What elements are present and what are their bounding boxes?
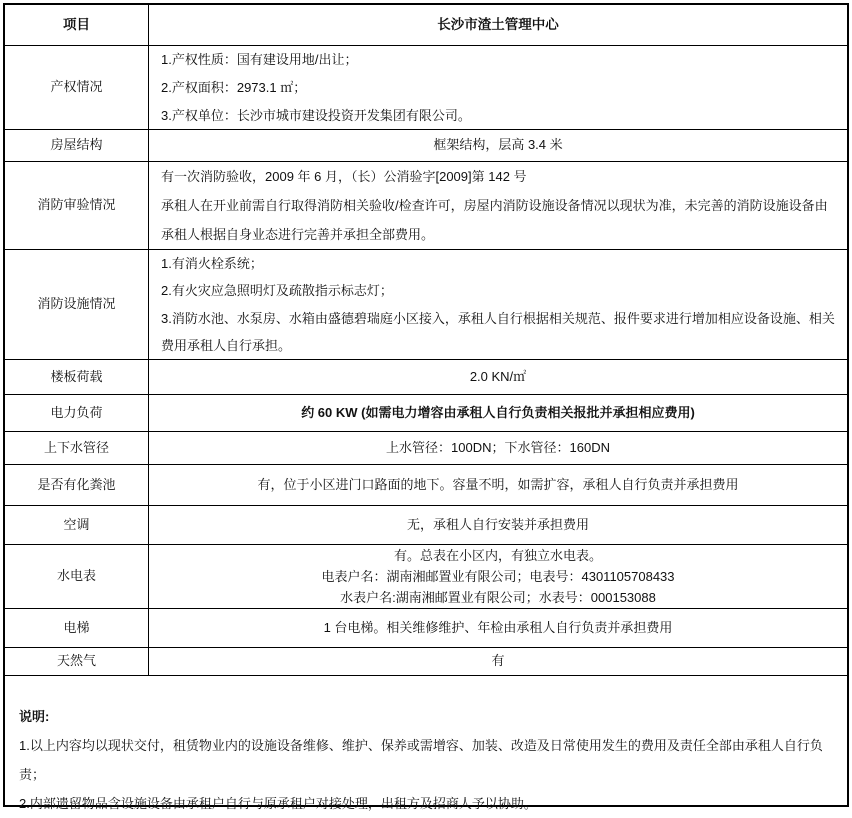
- row-value: [149, 130, 847, 161]
- row-label: [5, 395, 149, 431]
- table-row-septic-tank: [5, 465, 847, 506]
- table-row-floor-load: [5, 360, 847, 395]
- row-value: [149, 162, 847, 249]
- row-value: [149, 46, 847, 129]
- cell-line: 框架结构，层高 3.4 米: [433, 137, 563, 153]
- note-item: 1.以上内容均以现状交付，租赁物业内的设施设备维修、维护、保养或需增容、加装、改造及日常使用发生的费用及责任全部由承租人自行负责；: [19, 738, 823, 782]
- cell-line: 2.0 KN/㎡: [469, 368, 527, 384]
- table-row-power-load: [5, 395, 847, 432]
- row-label: [5, 250, 149, 359]
- cell-line: 1.有消火栓系统；: [161, 255, 263, 271]
- cell-line: 有，位于小区进门口路面的地下。容量不明，如需扩容，承租人自行负责并承担费用: [257, 476, 739, 492]
- row-label: [5, 432, 149, 464]
- header-value-cell: [149, 5, 847, 45]
- cell-line: 2.有火灾应急照明灯及疏散指示标志灯；: [161, 283, 393, 298]
- table-row-structure: [5, 130, 847, 162]
- property-title: 长沙市渣土管理中心: [437, 16, 559, 32]
- table-row-utility-meters: [5, 545, 847, 609]
- cell-line: 3.产权单位：长沙市城市建设投资开发集团有限公司。: [161, 107, 471, 123]
- row-value: [149, 432, 847, 464]
- row-label-text: 消防设施情况: [37, 296, 116, 312]
- row-label-text: 产权情况: [50, 79, 103, 95]
- row-label: [5, 46, 149, 129]
- row-label-text: 空调: [63, 516, 90, 532]
- cell-line: 无，承租人自行安装并承担费用: [406, 516, 589, 532]
- row-value: [149, 395, 847, 431]
- cell-line: 1.产权性质：国有建设用地/出让；: [161, 51, 358, 67]
- cell-line: 电表户名：湖南湘邮置业有限公司；电表号：4301105708433: [321, 568, 675, 584]
- cell-line: 水表户名:湖南湘邮置业有限公司；水表号：000153088: [340, 590, 656, 606]
- row-label-text: 水电表: [56, 568, 96, 584]
- cell-line: 上水管径：100DN；下水管径：160DN: [386, 439, 610, 455]
- row-value: [149, 360, 847, 394]
- cell-line: 3.消防水池、水泵房、水箱由盛德碧瑞庭小区接入，承租人自行根据相关规范、报件要求进行增加相应设备设施、相关费用承租人自行承担。: [161, 310, 835, 353]
- cell-line: 承租人在开业前需自行取得消防相关验收/检查许可，房屋内消防设施设备情况以现状为准，未完善的消防设施设备由承租人根据自身业态进行完善并承担全部费用。: [161, 198, 828, 242]
- row-label: [5, 465, 149, 505]
- row-label: [5, 609, 149, 647]
- table-row-natural-gas: [5, 648, 847, 676]
- row-value: [149, 465, 847, 505]
- notes-title: 说明:: [19, 709, 50, 724]
- table-row-ownership: [5, 46, 847, 130]
- notes-section: [5, 676, 847, 811]
- table-row-fire-inspection: [5, 162, 847, 250]
- property-info-table: [3, 3, 849, 811]
- cell-line: 有: [491, 653, 505, 669]
- row-label-text: 电梯: [63, 619, 90, 635]
- row-label-text: 房屋结构: [50, 137, 103, 153]
- table-row-fire-facilities: [5, 250, 847, 360]
- header-label: 项目: [63, 16, 90, 32]
- row-label-text: 消防审验情况: [37, 197, 116, 213]
- row-label-text: 是否有化粪池: [37, 476, 116, 492]
- cell-line: 有一次消防验收，2009 年 6 月，（长）公消验字[2009]第 142 号: [161, 169, 527, 184]
- table-header-row: [5, 5, 847, 46]
- note-item: 2.内部遗留物品含设施设备由承租户自行与原承租户对接处理，出租方及招商人予以协助。: [19, 796, 537, 811]
- row-value: [149, 648, 847, 675]
- row-label: [5, 648, 149, 675]
- cell-line: 约 60 KW (如需电力增容由承租人自行负责相关报批并承担相应费用): [301, 404, 695, 420]
- notes-row: [5, 676, 847, 811]
- row-value: [149, 609, 847, 647]
- row-value: [149, 250, 847, 359]
- cell-line: 2.产权面积：2973.1 ㎡；: [161, 79, 307, 95]
- table-row-elevator: [5, 609, 847, 648]
- row-label: [5, 506, 149, 544]
- row-value: [149, 506, 847, 544]
- row-label-text: 上下水管径: [43, 439, 109, 455]
- table-row-air-conditioning: [5, 506, 847, 545]
- row-label-text: 天然气: [56, 653, 96, 669]
- row-label-text: 电力负荷: [50, 404, 103, 420]
- row-label: [5, 545, 149, 608]
- row-label: [5, 360, 149, 394]
- header-label-cell: [5, 5, 149, 45]
- row-label-text: 楼板荷载: [50, 368, 103, 384]
- cell-line: 1 台电梯。相关维修维护、年检由承租人自行负责并承担费用: [323, 619, 673, 635]
- row-label: [5, 162, 149, 249]
- cell-line: 有。总表在小区内，有独立水电表。: [393, 547, 602, 563]
- row-label: [5, 130, 149, 161]
- table-row-water-pipes: [5, 432, 847, 465]
- row-value: [149, 545, 847, 608]
